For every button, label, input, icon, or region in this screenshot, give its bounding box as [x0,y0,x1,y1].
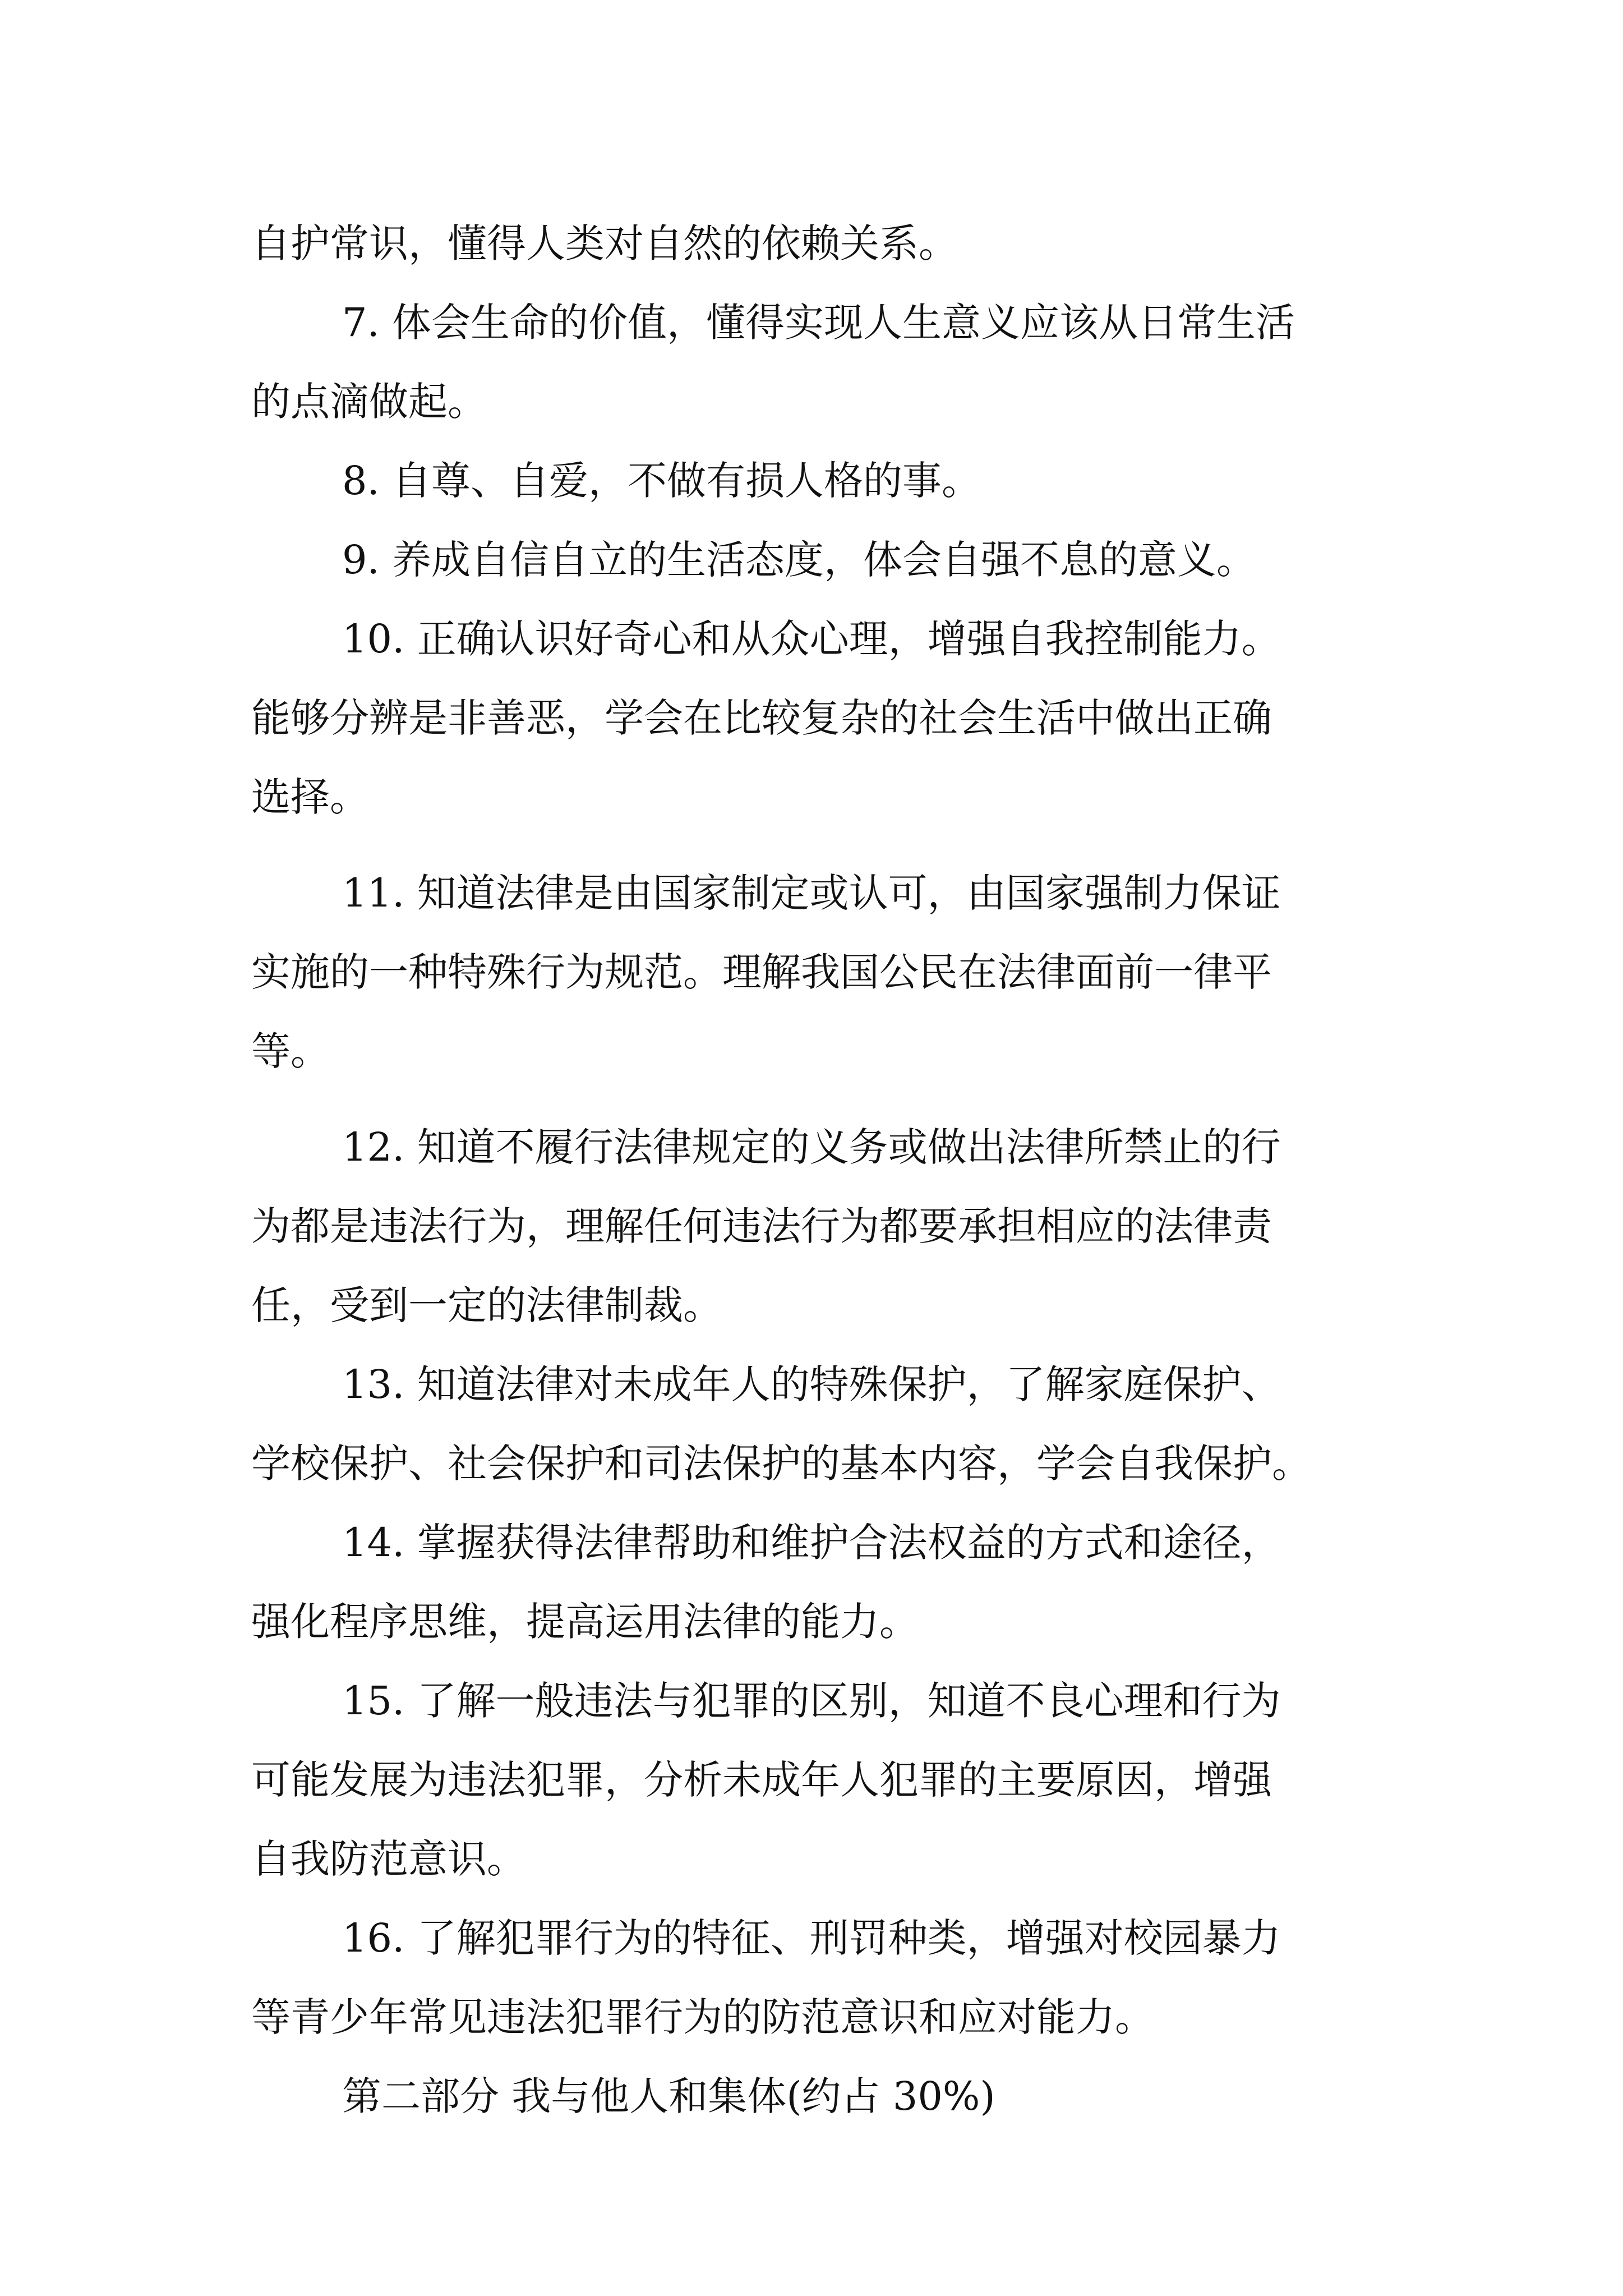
text-line: 自我防范意识。 [251,1836,526,1882]
item-14-line: 14. 掌握获得法律帮助和维护合法权益的方式和途径， [342,1520,1281,1566]
text-line: 自护常识，懂得人类对自然的依赖关系。 [251,220,958,266]
text-line: 能够分辨是非善恶，学会在比较复杂的社会生活中做出正确 [251,695,1272,741]
section-heading: 第二部分 我与他人和集体(约占 30%) [342,2073,995,2119]
item-13-line: 13. 知道法律对未成年人的特殊保护，了解家庭保护、 [342,1361,1281,1407]
text-line: 的点滴做起。 [251,379,487,425]
item-12-line: 12. 知道不履行法律规定的义务或做出法律所禁止的行 [342,1124,1281,1170]
text-line: 可能发展为违法犯罪，分析未成年人犯罪的主要原因，增强 [251,1757,1272,1803]
item-7-line: 7. 体会生命的价值，懂得实现人生意义应该从日常生活 [342,300,1295,346]
text-line: 强化程序思维，提高运用法律的能力。 [251,1599,919,1645]
text-line: 任，受到一定的法律制裁。 [251,1282,722,1328]
text-line: 为都是违法行为，理解任何违法行为都要承担相应的法律责 [251,1203,1272,1249]
item-11-line: 11. 知道法律是由国家制定或认可，由国家强制力保证 [342,870,1281,916]
item-16-line: 16. 了解犯罪行为的特征、刑罚种类，增强对校园暴力 [342,1915,1281,1961]
item-9-line: 9. 养成自信自立的生活态度，体会自强不息的意义。 [342,537,1256,583]
text-line: 学校保护、社会保护和司法保护的基本内容，学会自我保护。 [251,1441,1311,1487]
text-line: 实施的一种特殊行为规范。理解我国公民在法律面前一律平 [251,949,1272,995]
item-10-line: 10. 正确认识好奇心和从众心理，增强自我控制能力。 [342,616,1281,662]
text-line: 等。 [251,1028,330,1074]
item-15-line: 15. 了解一般违法与犯罪的区别，知道不良心理和行为 [342,1678,1281,1724]
document-page [251,204,1382,2136]
text-line: 选择。 [251,774,369,820]
text-line: 等青少年常见违法犯罪行为的防范意识和应对能力。 [251,1994,1154,2040]
item-8-line: 8. 自尊、自爱，不做有损人格的事。 [342,458,981,504]
